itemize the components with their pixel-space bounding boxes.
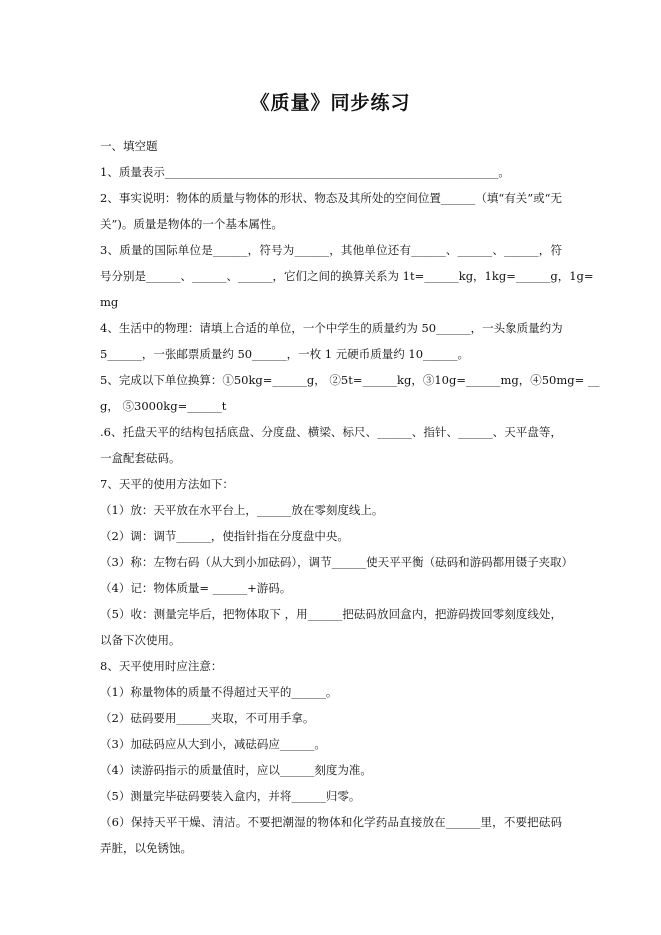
sub-question-line: （5）测量完毕砝码要装入盒内，并将______归零。 [100,789,361,803]
question-line: 4、生活中的物理：请填上合适的单位，一个中学生的质量约为 50______，一头象质量约为 [100,321,563,335]
sub-question-line: （1）称量物体的质量不得超过天平的______。 [100,685,338,699]
question-line: 7、天平的使用方法如下： [100,477,234,491]
question-line: 1、质量表示__________________________________________________________。 [100,165,510,179]
question-line: 2、事实说明：物体的质量与物体的形状、物态及其所处的空间位置______（填“有关”或“无 [100,191,562,205]
question-line: 一盒配套砝码。 [100,451,181,465]
sub-question-line: （2）砝码要用______夹取，不可用手拿。 [100,711,315,725]
section-heading: 一、填空题 [100,139,158,153]
sub-question-line: （2）调：调节______，使指针指在分度盘中央。 [100,529,349,543]
sub-question-line: （5）收：测量完毕后，把物体取下 ，用______把砝码放回盒内，把游码拨回零刻度线处， [100,607,562,621]
question-line: 5______，一张邮票质量约 50______，一枚 1 元硬币质量约 10______。 [100,347,470,361]
question-line: 3、质量的国际单位是______，符号为______，其他单位还有______、______、______，符 [100,243,562,257]
page-title: 《质量》同步练习 [250,92,411,114]
sub-question-line: （1）放：天平放在水平台上，______放在零刻度线上。 [100,503,384,517]
question-line: g， ⑤3000kg=______t [100,399,227,413]
sub-question-line: （6）保持天平干燥、清洁。不要把潮湿的物体和化学药品直接放在______里，不要把砝码 [100,815,562,829]
question-line: 8、天平使用时应注意： [100,659,223,673]
question-line: mg [100,295,119,309]
sub-question-line: （4）读游码指示的质量值时，应以______刻度为准。 [100,763,372,777]
sub-question-line: （3）称：左物右码（从大到小加砝码），调节______使天平平衡（砝码和游码都用镊子夹取） [100,555,574,569]
question-line: 关”)。质量是物体的一个基本属性。 [100,217,283,231]
sub-question-line: （4）记：物体质量= ______+游码。 [100,581,292,595]
question-line: 号分别是______、______、______，它们之间的换算关系为 1t=______kg，1kg=______g，1g= [100,269,594,283]
sub-question-line: 弄脏，以免锈蚀。 [100,841,192,855]
question-line: 5、完成以下单位换算：①50kg=______g， ②5t=______kg，③10g=______mg，④50mg= __ [100,373,600,387]
question-line: .6、托盘天平的结构包括底盘、分度盘、横梁、标尺、______、指针、______、天平盘等， [100,425,562,439]
sub-question-line: （3）加砝码应从大到小，减砝码应______。 [100,737,326,751]
sub-question-line: 以备下次使用。 [100,633,181,647]
